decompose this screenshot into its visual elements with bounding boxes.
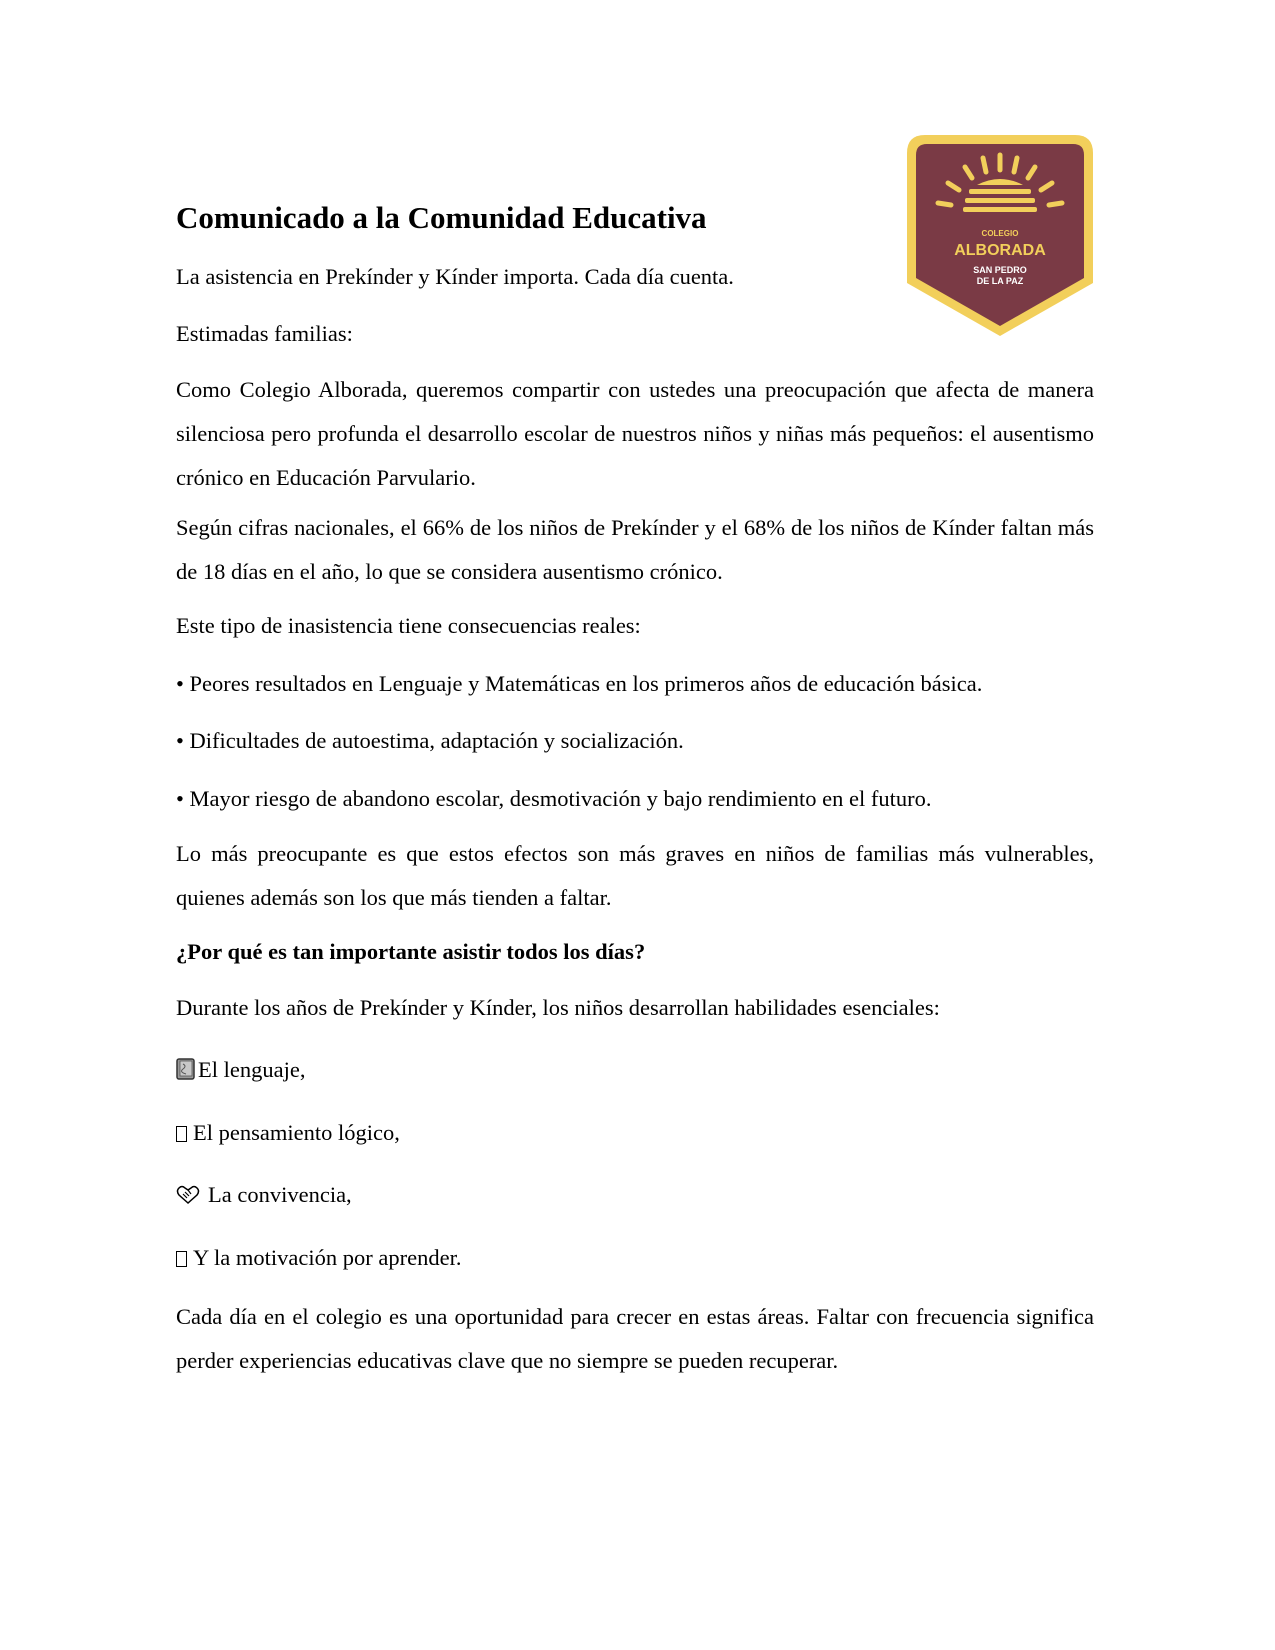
logo-line4: DE LA PAZ xyxy=(976,276,1024,286)
greeting: Estimadas familias: xyxy=(176,321,353,346)
skill-text: Y la motivación por aprender. xyxy=(193,1245,462,1270)
consequence-item: • Dificultades de autoestima, adaptación y socialización. xyxy=(176,728,684,753)
skill-item xyxy=(176,1111,1094,1155)
missing-glyph-icon xyxy=(176,1126,187,1142)
skill-item xyxy=(176,1048,1094,1092)
skill-item xyxy=(176,1173,1094,1217)
closing-paragraph: Cada día en el colegio es una oportunidad para crecer en estas áreas. Faltar con frecuencia significa perder experiencias educativas clave que no siempre se pueden recuperar. xyxy=(176,1304,1094,1373)
logo-line1: COLEGIO xyxy=(981,229,1019,238)
book-icon xyxy=(176,1058,196,1080)
missing-glyph-icon xyxy=(176,1251,187,1267)
section-question: ¿Por qué es tan importante asistir todos los días? xyxy=(176,939,646,964)
consequences-intro: Este tipo de inasistencia tiene consecuencias reales: xyxy=(176,613,641,638)
intro-paragraph: Como Colegio Alborada, queremos compartir con ustedes una preocupación que afecta de manera silenciosa pero profunda el desarrollo escolar de nuestros niños y niñas más pequeños: el ausentismo crónico en Educación Parvulario. xyxy=(176,377,1094,490)
skills-intro: Durante los años de Prekínder y Kínder, los niños desarrollan habilidades esenciales: xyxy=(176,995,940,1020)
logo-line2: ALBORADA xyxy=(954,242,1046,259)
document-title: Comunicado a la Comunidad Educativa xyxy=(176,200,707,235)
skill-text: El lenguaje, xyxy=(198,1057,306,1082)
skill-text: El pensamiento lógico, xyxy=(193,1120,400,1145)
concern-paragraph: Lo más preocupante es que estos efectos son más graves en niños de familias más vulnerables, quienes además son los que más tienden a faltar. xyxy=(176,841,1094,910)
handshake-icon xyxy=(176,1185,200,1205)
consequence-item: • Peores resultados en Lenguaje y Matemáticas en los primeros años de educación básica. xyxy=(176,671,983,696)
skill-text: La convivencia, xyxy=(208,1182,352,1207)
consequence-item: • Mayor riesgo de abandono escolar, desmotivación y bajo rendimiento en el futuro. xyxy=(176,786,932,811)
colegio-alborada-logo xyxy=(905,133,1095,338)
logo-line3: SAN PEDRO xyxy=(973,265,1027,275)
skill-item xyxy=(176,1236,1094,1280)
subtitle: La asistencia en Prekínder y Kínder importa. Cada día cuenta. xyxy=(176,264,734,289)
stats-paragraph: Según cifras nacionales, el 66% de los niños de Prekínder y el 68% de los niños de Kínder faltan más de 18 días en el año, lo que se considera ausentismo crónico. xyxy=(176,515,1094,584)
